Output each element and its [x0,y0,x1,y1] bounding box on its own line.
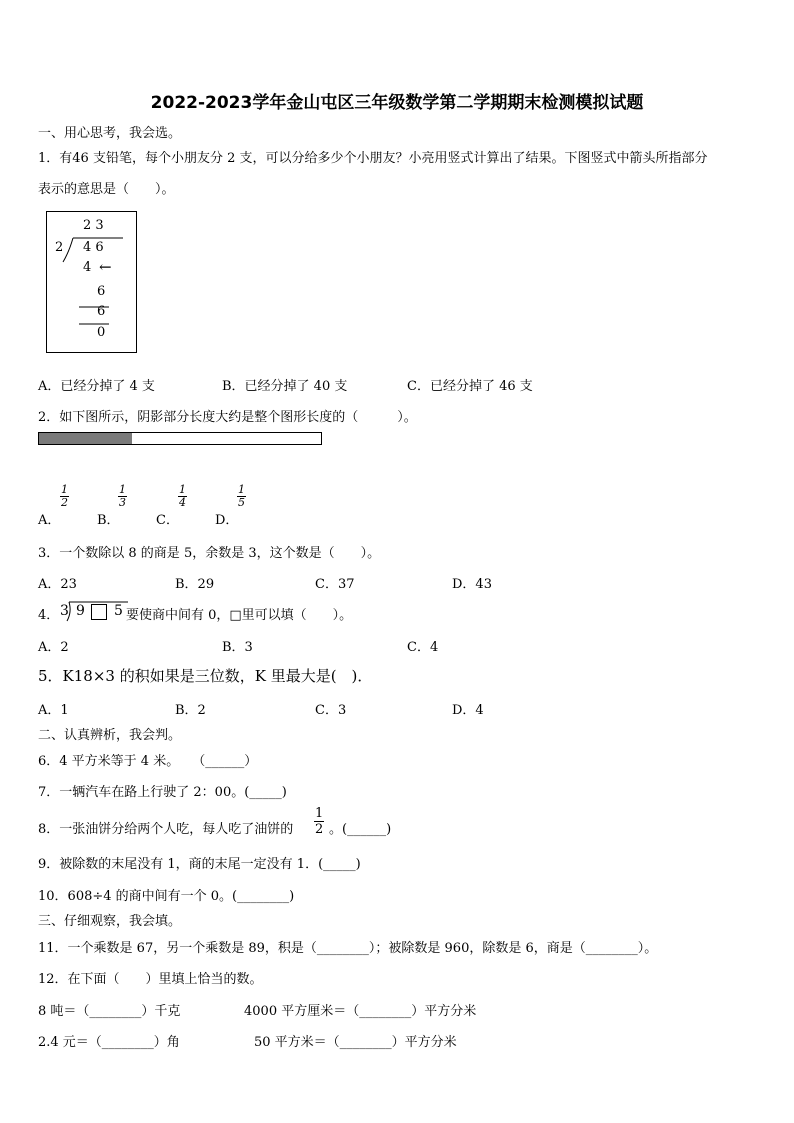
fraction-denominator: 5 [238,496,245,509]
q2-option-d-fraction [237,484,246,509]
question-6: 6．4 平方米等于 4 米。 （______） [38,754,258,769]
q1-option-a: A．已经分掉了 4 支 [38,379,155,394]
question-1-line-1: 1．有46 支铅笔，每个小朋友分 2 支，可以分给多少个小朋友？小亮用竖式计算出了结果。下图竖式中箭头所指部分 [38,151,708,166]
division-dividend: 4 6 [83,240,104,255]
q4-digit-1: 9 [76,603,85,619]
fraction-numerator: 1 [119,483,126,496]
q1-option-c: C．已经分掉了 46 支 [407,379,533,394]
arrow-left-icon: ← [99,258,112,276]
question-12-item-a: 8 吨＝（________）千克 [38,1004,181,1019]
question-2: 2．如下图所示，阴影部分长度大约是整个图形长度的（ ）。 [38,410,417,425]
q4-option-a: A．2 [38,640,69,655]
fraction-numerator: 1 [179,483,186,496]
fraction-numerator: 1 [61,483,68,496]
division-bracket [47,212,136,352]
q5-option-d: D．4 [452,703,484,718]
q2-option-d-label: D． [215,513,239,528]
fraction-numerator: 1 [315,806,324,821]
q3-option-b: B．29 [175,577,215,592]
q1-option-b: B．已经分掉了 40 支 [222,379,348,394]
q2-option-b-fraction [118,484,127,509]
fraction-denominator: 2 [61,496,68,509]
question-9: 9．被除数的末尾没有 1，商的末尾一定没有 1．(_____) [38,857,361,872]
question-4-number: 4． [38,608,60,623]
division-step-3: 6 [97,304,106,319]
q4-digit-3: 5 [114,603,123,619]
fraction-numerator: 1 [238,483,245,496]
length-bar [38,432,322,445]
q2-option-c-label: C． [156,513,179,528]
q4-option-c: C．4 [407,640,439,655]
division-step-1: 4 [83,260,92,275]
question-7: 7．一辆汽车在路上行驶了 2：00。(_____) [38,785,287,800]
question-1-line-2: 表示的意思是（ ）。 [38,182,175,197]
division-bracket-figure [60,600,130,622]
q3-option-a: A．23 [38,577,77,592]
fraction-denominator: 2 [315,822,324,837]
q2-option-b-label: B． [97,513,120,528]
fraction-denominator: 4 [179,496,186,509]
page-title: 2022-2023学年金山屯区三年级数学第二学期期末检测模拟试题 [150,93,644,113]
length-bar-shaded-part [39,433,132,444]
q5-option-c: C．3 [315,703,347,718]
division-remainder: 0 [97,325,106,340]
question-4-text: 要使商中间有 0，□里可以填（ ）。 [126,608,353,623]
q5-option-a: A．1 [38,703,69,718]
question-12: 12．在下面（ ）里填上恰当的数。 [38,972,263,987]
q4-divisor: 3 [60,603,69,619]
question-5: 5．K18×3 的积如果是三位数，K 里最大是( )． [38,667,373,685]
q2-option-a-label: A． [38,513,61,528]
question-8-text: 8．一张油饼分给两个人吃，每人吃了油饼的 [38,822,294,837]
question-8-tail: 。(______) [329,822,392,837]
question-12-item-d: 50 平方米＝（________）平方分米 [254,1035,457,1050]
question-12-item-b: 4000 平方厘米＝（________）平方分米 [244,1004,477,1019]
q2-option-a-fraction [60,484,69,509]
question-3: 3．一个数除以 8 的商是 5，余数是 3，这个数是（ ）。 [38,546,381,561]
division-step-2: 6 [97,284,106,299]
q3-option-c: C．37 [315,577,355,592]
question-12-item-c: 2.4 元＝（________）角 [38,1035,180,1050]
section-1-heading: 一、用心思考，我会选。 [38,126,182,141]
question-8-fraction [314,806,324,837]
division-divisor: 2 [55,240,64,255]
q3-option-d: D．43 [452,577,492,592]
q4-blank-box[interactable] [91,604,107,620]
q4-option-b: B．3 [222,640,253,655]
question-11: 11．一个乘数是 67，另一个乘数是 89，积是（________）；被除数是 960，除数是 6，商是（________）。 [38,941,658,956]
section-3-heading: 三、仔细观察，我会填。 [38,914,182,929]
q5-option-b: B．2 [175,703,206,718]
long-division-figure [46,211,137,353]
q2-option-c-fraction [178,484,187,509]
division-quotient: 2 3 [83,218,104,233]
section-2-heading: 二、认真辨析，我会判。 [38,728,182,743]
fraction-denominator: 3 [119,496,126,509]
question-10: 10．608÷4 的商中间有一个 0。(________) [38,889,295,904]
